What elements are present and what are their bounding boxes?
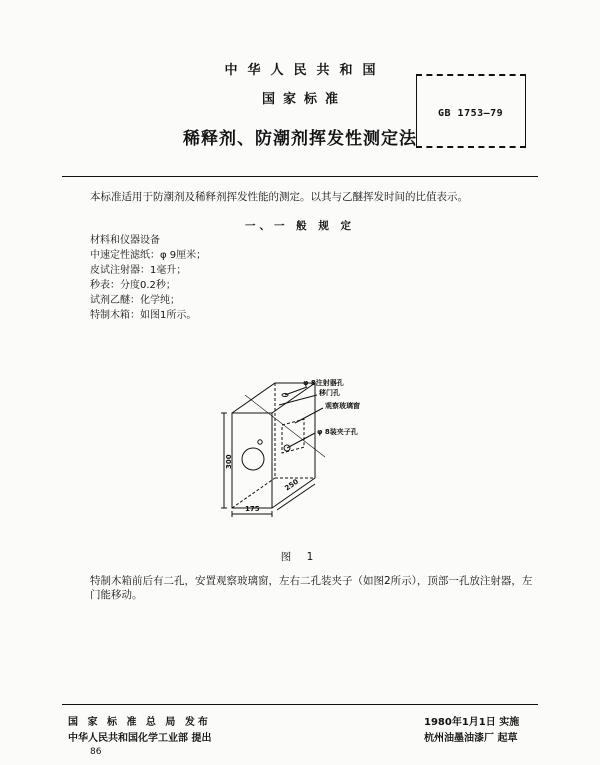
standard-code: GB 1753—79 [438, 108, 504, 119]
country-name: 中华人民共和国 [224, 63, 386, 78]
list-item: 秒表：分度0.2秒； [90, 280, 176, 291]
dim-width: 175 [245, 505, 260, 513]
window-outline [282, 419, 304, 453]
list-item: 材料和仪器设备 [90, 235, 160, 246]
small-front-hole [258, 440, 262, 444]
list-item: 皮试注射器：1毫升； [90, 265, 187, 276]
section-heading: 一、一 般 规 定 [245, 220, 355, 232]
page-number: 86 [90, 747, 102, 757]
intro-paragraph: 本标准适用于防潮剂及稀释剂挥发性能的测定。以其与乙醚挥发时间的比值表示。 [90, 191, 468, 203]
list-item: 试剂乙醚：化学纯； [90, 295, 180, 306]
figure-caption: 图 1 [280, 551, 320, 563]
box-front-face [232, 413, 272, 508]
box-top-face [232, 383, 315, 413]
footer-drafter: 杭州油墨油漆厂 起草 [424, 733, 518, 744]
document-title: 稀释剂、防潮剂挥发性测定法 [183, 129, 417, 149]
body-paragraph: 特制木箱前后有二孔，安置观察玻璃窗，左右二孔装夹子（如图2所示），顶部一孔放注射器，左门能移动。 [90, 575, 533, 601]
label-clamp-hole: φ 8装夹子孔 [317, 428, 358, 436]
label-syringe-hole: φ 8注射器孔 [303, 379, 344, 387]
front-hole [242, 448, 264, 470]
footer-rule [62, 704, 538, 705]
figure-1-box-diagram [215, 365, 390, 520]
header-rule [62, 176, 538, 177]
dim-height: 300 [225, 454, 233, 469]
footer-issuer: 国 家 标 准 总 局 发布 [68, 717, 211, 728]
list-item: 特制木箱：如图1所示。 [90, 310, 197, 321]
footer-effective-date: 1980年1月1日 实施 [424, 717, 520, 728]
footer-proposer: 中华人民共和国化学工业部 提出 [68, 733, 212, 744]
label-window: 观察玻璃窗 [325, 402, 360, 410]
standard-category: 国家标准 [261, 92, 346, 107]
dim-depth: 250 [283, 477, 300, 493]
label-door-hole: 移门孔 [319, 389, 340, 397]
list-item: 中速定性滤纸：φ 9厘米； [90, 250, 207, 261]
box-right-face [272, 383, 315, 508]
